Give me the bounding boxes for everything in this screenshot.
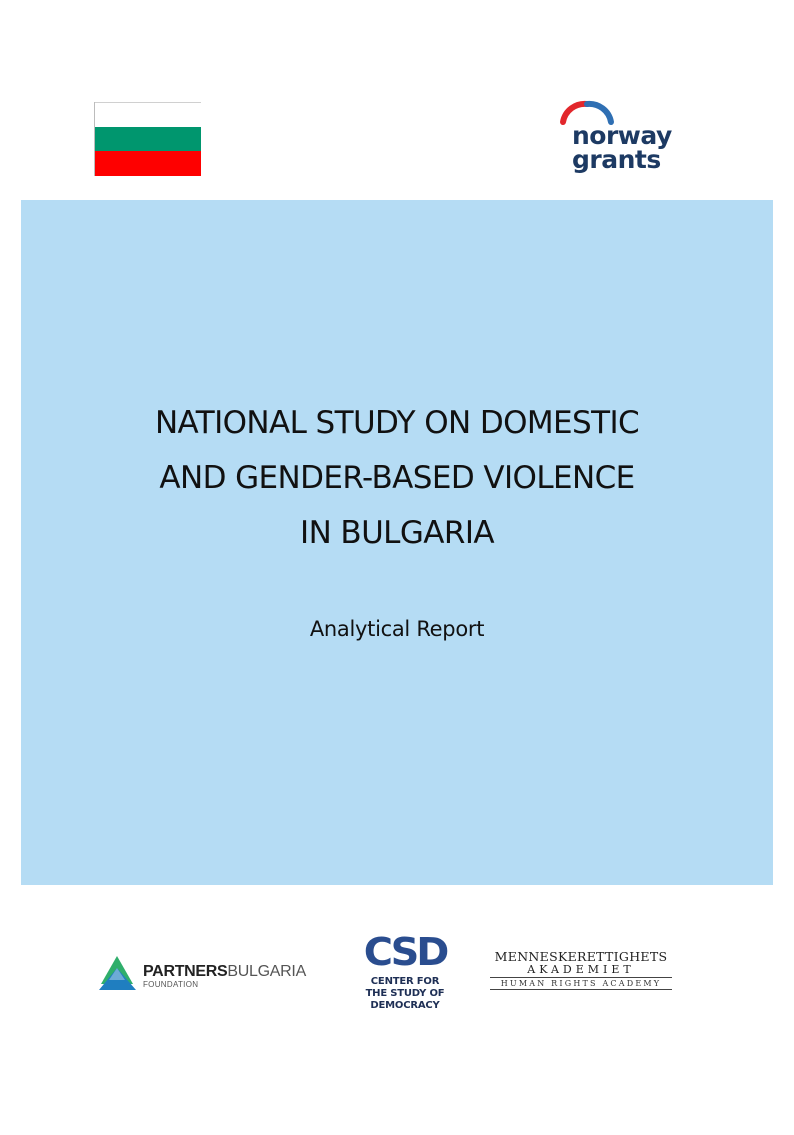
cover-panel — [21, 200, 773, 885]
bulgarian-flag — [94, 102, 201, 176]
partners-bulgaria-name — [143, 963, 306, 981]
flag-stripe-green — [95, 127, 201, 152]
hra-line-1: MENNESKERETTIGHETS — [494, 949, 668, 964]
norway-grants-line1: norway — [572, 121, 672, 150]
hra-line-2: AKADEMIET — [490, 964, 672, 978]
report-subtitle: Analytical Report — [309, 617, 485, 641]
csd-caption-line-1: CENTER FOR — [370, 976, 440, 987]
csd-caption-line-2: THE STUDY OF — [365, 988, 445, 999]
flag-stripe-red — [95, 151, 201, 176]
partners-bulgaria-sub: FOUNDATION — [143, 980, 199, 989]
title-line-2: AND GENDER-BASED VIOLENCE — [159, 460, 635, 496]
csd-letters: CSD — [363, 930, 447, 974]
csd-caption-line-3: DEMOCRACY — [370, 1000, 440, 1011]
partners-name-light: BULGARIA — [227, 963, 306, 980]
title-line-3: IN BULGARIA — [300, 515, 494, 551]
norway-grants-line2: grants — [572, 145, 661, 174]
csd-caption — [360, 976, 450, 1012]
norway-grants-wordmark — [572, 121, 672, 174]
csd-logo — [360, 930, 450, 1020]
partners-bulgaria-logo — [99, 954, 324, 994]
partners-name-bold: PARTNERS — [143, 963, 228, 980]
human-rights-academy-logo — [486, 950, 676, 996]
title-line-1: NATIONAL STUDY ON DOMESTIC — [154, 405, 640, 441]
report-title — [21, 396, 773, 561]
partners-triangle-icon — [99, 954, 139, 990]
flag-stripe-white — [95, 102, 201, 127]
hra-line-3: HUMAN RIGHTS ACADEMY — [490, 978, 672, 990]
norway-grants-logo — [557, 98, 682, 184]
